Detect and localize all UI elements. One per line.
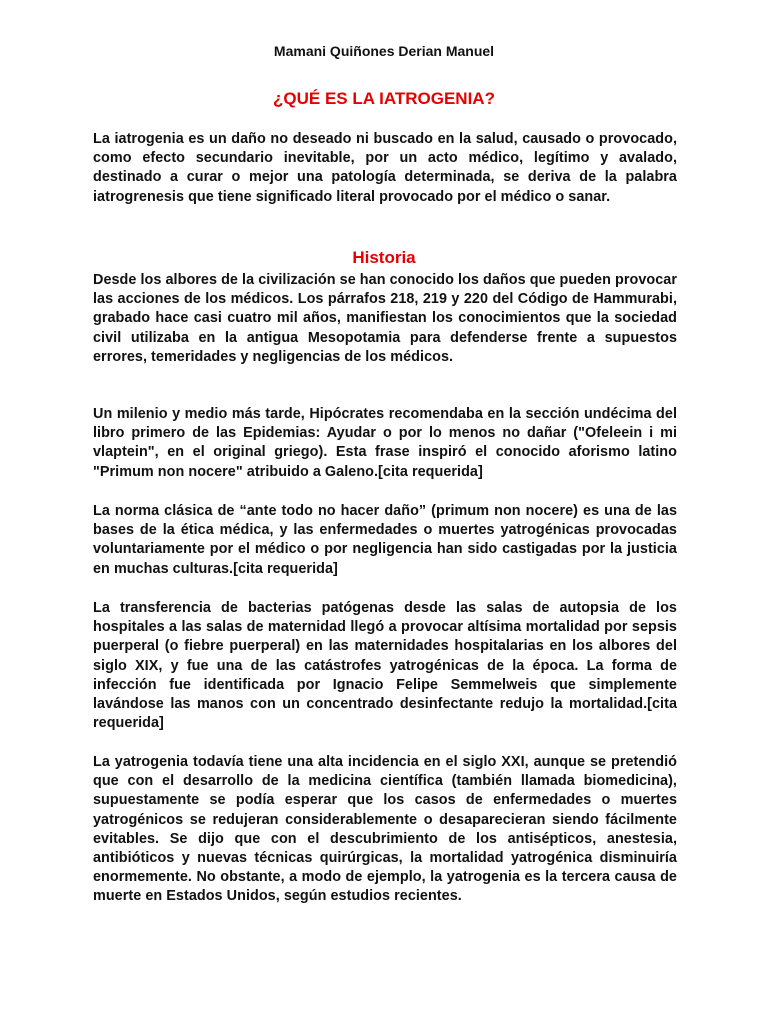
history-paragraph-3: La norma clásica de “ante todo no hacer daño” (primum non nocere) es una de las bases de la ética médica, y las enfermedades o muertes yatrogénicas provocadas voluntariamente por el médico o por negligencia han sido castigadas por la justicia en muchas culturas.[cita requerida] — [93, 503, 677, 577]
history-paragraph-2: Un milenio y medio más tarde, Hipócrates recomendaba en la sección undécima del libro primero de las Epidemias: Ayudar o por lo menos no dañar ("Ofeleein i mi vlaptein", en el original griego). Esta frase inspiró el conocido aforismo latino "Primum non nocere" atribuido a Galeno.[cita requerida] — [93, 406, 677, 480]
history-paragraph-5: La yatrogenia todavía tiene una alta incidencia en el siglo XXI, aunque se pretendió que con el desarrollo de la medicina científica (también llamada biomedicina), supuestamente se podía esperar que los casos de enfermedades o muertes yatrogénicos se redujeran considerablemente o desaparecieran siendo fácilmente evitables. Se dijo que con el descubrimiento de los antisépticos, anestesia, antibióticos y nuevas técnicas quirúrgicas, la mortalidad yatrogénica disminuiría enormemente. No obstante, a modo de ejemplo, la yatrogenia es la tercera causa de muerte en Estados Unidos, según estudios recientes. — [93, 754, 677, 905]
intro-paragraph: La iatrogenia es un daño no deseado ni buscado en la salud, causado o provocado, como efecto secundario inevitable, por un acto médico, legítimo y avalado, destinado a curar o mejor una patología determinada, se deriva de la palabra iatrogrenesis que tiene significado literal provocado por el médico o sanar. — [93, 131, 677, 205]
author-name: Mamani Quiñones Derian Manuel — [273, 43, 495, 59]
page-title: ¿QUÉ ES LA IATROGENIA? — [273, 89, 495, 108]
history-paragraph-4: La transferencia de bacterias patógenas desde las salas de autopsia de los hospitales a las salas de maternidad llegó a provocar altísima mortalidad por sepsis puerperal (o fiebre puerperal) en las maternidades hospitalarias en los albores del siglo XIX, y fue una de las catástrofes yatrogénicas de la época. La forma de infección fue identificada por Ignacio Felipe Semmelweis que simplemente lavándose las manos con un concentrado desinfectante redujo la mortalidad.[cita requerida] — [93, 600, 677, 732]
history-paragraph-1: Desde los albores de la civilización se han conocido los daños que pueden provocar las acciones de los médicos. Los párrafos 218, 219 y 220 del Código de Hammurabi, grabado hace casi cuatro mil años, manifiestan los conocimientos que la sociedad civil utilizaba en la antigua Mesopotamia para defenderse frente a supuestos errores, temeridades y negligencias de los médicos. — [93, 272, 677, 365]
history-heading: Historia — [352, 248, 416, 267]
